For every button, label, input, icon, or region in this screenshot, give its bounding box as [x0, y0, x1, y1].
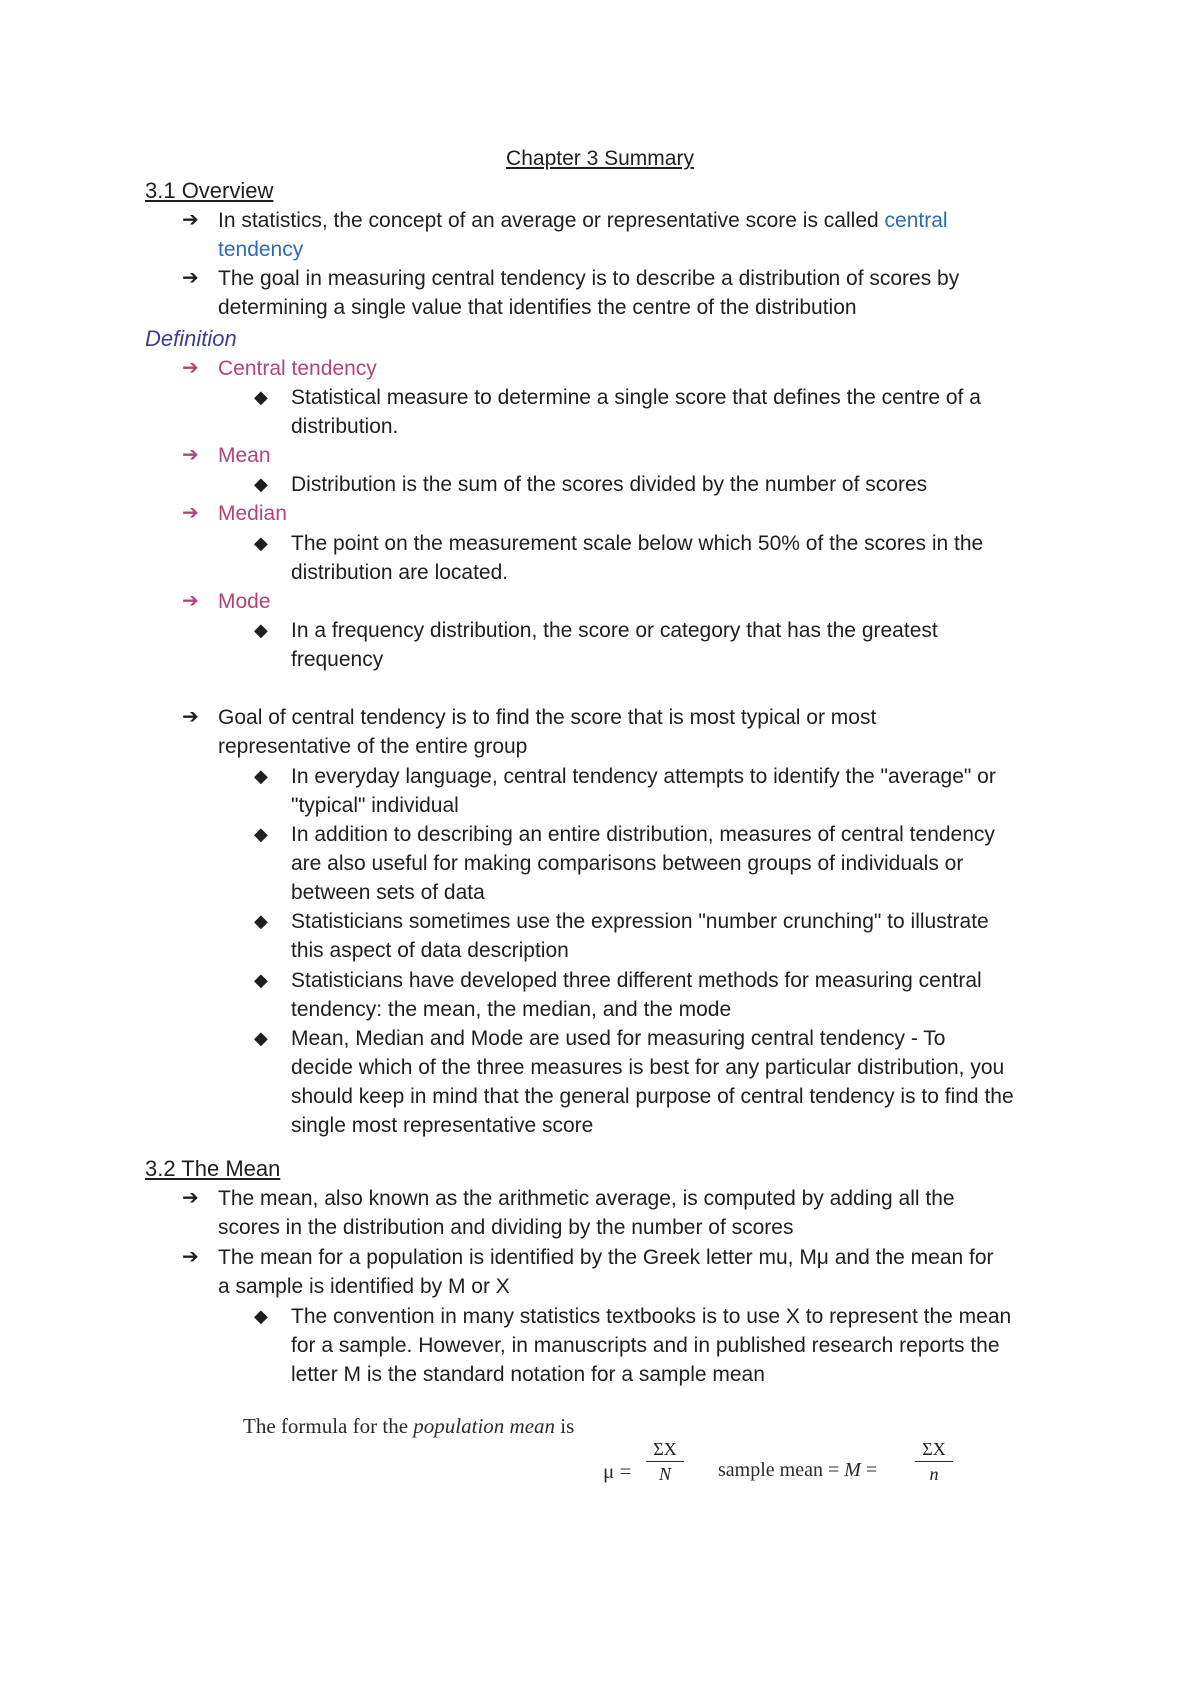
definition-text: frequency: [291, 648, 384, 671]
section-heading-mean: 3.2 The Mean: [145, 1156, 281, 1181]
definition-text: The point on the measurement scale below which 50% of the scores in the: [291, 532, 984, 555]
diamond-bullet-icon: ◆: [254, 474, 268, 494]
definition-text: Distribution is the sum of the scores divided by the number of scores: [291, 473, 928, 496]
diamond-bullet-icon: ◆: [254, 533, 268, 553]
section-heading-overview: 3.1 Overview: [145, 178, 274, 203]
diamond-bullet-icon: ◆: [254, 620, 268, 640]
definition-heading: Definition: [145, 326, 237, 351]
arrow-bullet-icon: ➔: [182, 357, 199, 379]
goal-sub-text: In addition to describing an entire distribution, measures of central tendency: [291, 823, 995, 846]
overview-bullet-1: In statistics, the concept of an average or representative score is called central: [218, 209, 948, 232]
fraction-numerator: ΣX: [922, 1439, 946, 1459]
definition-text: In a frequency distribution, the score or category that has the greatest: [291, 619, 938, 642]
arrow-bullet-icon: ➔: [182, 267, 199, 289]
page-title: Chapter 3 Summary: [506, 147, 694, 170]
diamond-bullet-icon: ◆: [254, 1306, 268, 1326]
goal-sub-text: Statisticians have developed three different methods for measuring central: [291, 969, 982, 992]
diamond-bullet-icon: ◆: [254, 970, 268, 990]
formula-caption: The formula for the population mean is: [243, 1414, 575, 1438]
mean-sub-text: for a sample. However, in manuscripts and in published research reports the: [291, 1334, 1000, 1357]
arrow-bullet-icon: ➔: [182, 444, 199, 466]
mean-bullet-1-line-1: The mean, also known as the arithmetic average, is computed by adding all the: [218, 1187, 955, 1210]
formula-mu-symbol: μ =: [603, 1459, 632, 1483]
overview-bullet-2-line-2: determining a single value that identifies the centre of the distribution: [218, 296, 857, 319]
mean-sub-text: letter M is the standard notation for a sample mean: [291, 1363, 765, 1386]
term-tendency: tendency: [218, 238, 304, 261]
goal-sub-text: decide which of the three measures is best for any particular distribution, you: [291, 1056, 1005, 1079]
mean-sub-text: The convention in many statistics textbooks is to use X to represent the mean: [291, 1305, 1012, 1328]
sample-mean-label: sample mean = M =: [718, 1459, 878, 1481]
goal-line-1: Goal of central tendency is to find the score that is most typical or most: [218, 706, 877, 729]
goal-sub-text: single most representative score: [291, 1114, 594, 1137]
definition-term-mean: Mean: [218, 444, 271, 467]
diamond-bullet-icon: ◆: [254, 1028, 268, 1048]
arrow-bullet-icon: ➔: [182, 1187, 199, 1209]
definition-text: distribution.: [291, 415, 399, 438]
population-mean-fraction: [646, 1438, 684, 1485]
arrow-bullet-icon: ➔: [182, 502, 199, 524]
arrow-bullet-icon: ➔: [182, 1246, 199, 1268]
goal-sub-text: Statisticians sometimes use the expression "number crunching" to illustrate: [291, 910, 989, 933]
definition-text: distribution are located.: [291, 561, 509, 584]
goal-sub-text: are also useful for making comparisons between groups of individuals or: [291, 852, 964, 875]
mean-bullet-2-line-1: The mean for a population is identified by the Greek letter mu, Mμ and the mean for: [218, 1246, 994, 1269]
diamond-bullet-icon: ◆: [254, 766, 268, 786]
goal-sub-text: In everyday language, central tendency attempts to identify the "average" or: [291, 765, 996, 788]
fraction-denominator: N: [658, 1464, 671, 1484]
definition-term-median: Median: [218, 502, 287, 525]
arrow-bullet-icon: ➔: [182, 209, 199, 231]
goal-sub-text: should keep in mind that the general purpose of central tendency is to find the: [291, 1085, 1014, 1108]
overview-bullet-2-line-1: The goal in measuring central tendency is to describe a distribution of scores by: [218, 267, 960, 290]
arrow-bullet-icon: ➔: [182, 706, 199, 728]
sample-mean-fraction: [915, 1438, 953, 1485]
diamond-bullet-icon: ◆: [254, 824, 268, 844]
diamond-bullet-icon: ◆: [254, 387, 268, 407]
goal-sub-text: between sets of data: [291, 881, 485, 904]
fraction-numerator: ΣX: [653, 1439, 677, 1459]
mean-bullet-1-line-2: scores in the distribution and dividing by the number of scores: [218, 1216, 794, 1239]
goal-sub-text: tendency: the mean, the median, and the mode: [291, 998, 732, 1021]
definition-text: Statistical measure to determine a single score that defines the centre of a: [291, 386, 981, 409]
goal-sub-text: "typical" individual: [291, 794, 459, 817]
goal-sub-text: Mean, Median and Mode are used for measuring central tendency - To: [291, 1027, 946, 1050]
mean-bullet-2-line-2: a sample is identified by M or X: [218, 1275, 510, 1298]
goal-line-2: representative of the entire group: [218, 735, 528, 758]
fraction-denominator: n: [929, 1464, 939, 1484]
definition-term-mode: Mode: [218, 590, 271, 613]
diamond-bullet-icon: ◆: [254, 911, 268, 931]
definition-term-central-tendency: Central tendency: [218, 357, 377, 380]
term-central: central: [884, 209, 948, 232]
arrow-bullet-icon: ➔: [182, 590, 199, 612]
goal-sub-text: this aspect of data description: [291, 939, 569, 962]
